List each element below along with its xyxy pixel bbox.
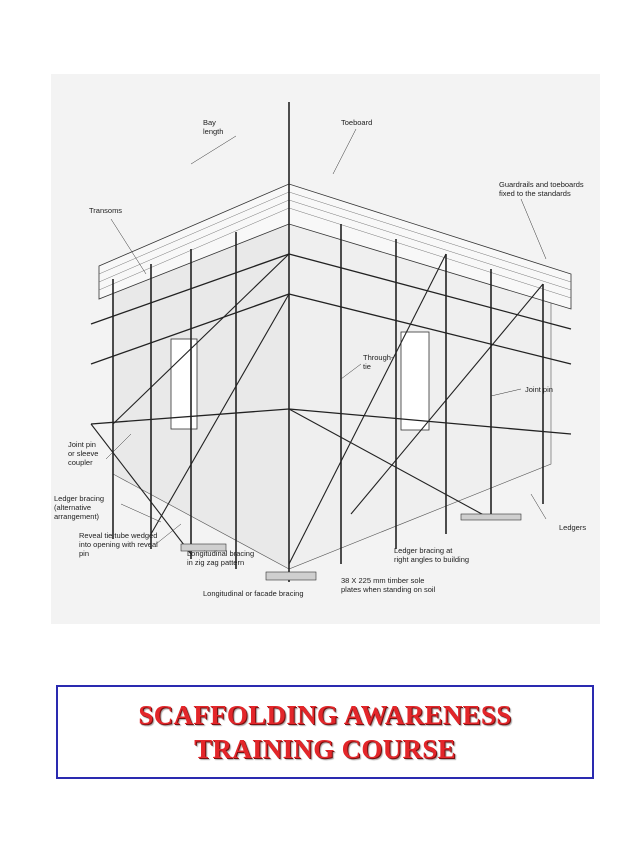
- label-through-tie-line2: tie: [363, 362, 371, 371]
- label-transoms: Transoms: [89, 206, 123, 215]
- label-ledger-bracing-right-line2: right angles to building: [394, 555, 470, 564]
- label-ledgers: Ledgers: [559, 523, 587, 532]
- label-longitudinal-facade: Longitudinal or facade bracing: [203, 589, 304, 598]
- scaffolding-illustration: [51, 74, 600, 624]
- label-ledger-bracing-alt-line1: Ledger bracing: [54, 494, 105, 503]
- window-left: [171, 339, 197, 429]
- label-ledger-bracing-alt-line2: (alternative: [54, 503, 92, 512]
- window-right: [401, 332, 429, 430]
- label-bay-length: length: [203, 127, 224, 136]
- label-ledger-bracing-alt-line3: arrangement): [54, 512, 100, 521]
- label-longitudinal-zigzag-line2: in zig zag pattern: [187, 558, 245, 567]
- label-joint-pin-left-line1: Joint pin: [68, 440, 96, 449]
- label-bay: Bay: [203, 118, 216, 127]
- label-joint-pin-left-line3: coupler: [68, 458, 93, 467]
- label-ledger-bracing-right-line1: Ledger bracing at: [394, 546, 453, 555]
- course-title-line2: TRAINING COURSE: [194, 734, 456, 764]
- label-joint-pin-right: Joint pin: [525, 385, 553, 394]
- label-joint-pin-left-line2: or sleeve: [68, 449, 99, 458]
- label-reveal-tie-line1: Reveal tie tube wedged: [79, 531, 158, 540]
- label-reveal-tie-line3: pin: [79, 549, 90, 558]
- label-longitudinal-zigzag-line1: Longitudinal bracing: [187, 549, 255, 558]
- label-sole-plates-line2: plates when standing on soil: [341, 585, 436, 594]
- label-guardrails-line2: fixed to the standards: [499, 189, 571, 198]
- label-reveal-tie-line2: into opening with reveal: [79, 540, 158, 549]
- label-toeboard: Toeboard: [341, 118, 373, 127]
- scaffolding-diagram: [51, 74, 600, 624]
- label-sole-plates-line1: 38 X 225 mm timber sole: [341, 576, 425, 585]
- label-through-tie-line1: Through-: [363, 353, 394, 362]
- label-guardrails-line1: Guardrails and toeboards: [499, 180, 584, 189]
- course-title-box: [56, 685, 594, 779]
- course-title-line1: SCAFFOLDING AWARENESS: [138, 700, 512, 730]
